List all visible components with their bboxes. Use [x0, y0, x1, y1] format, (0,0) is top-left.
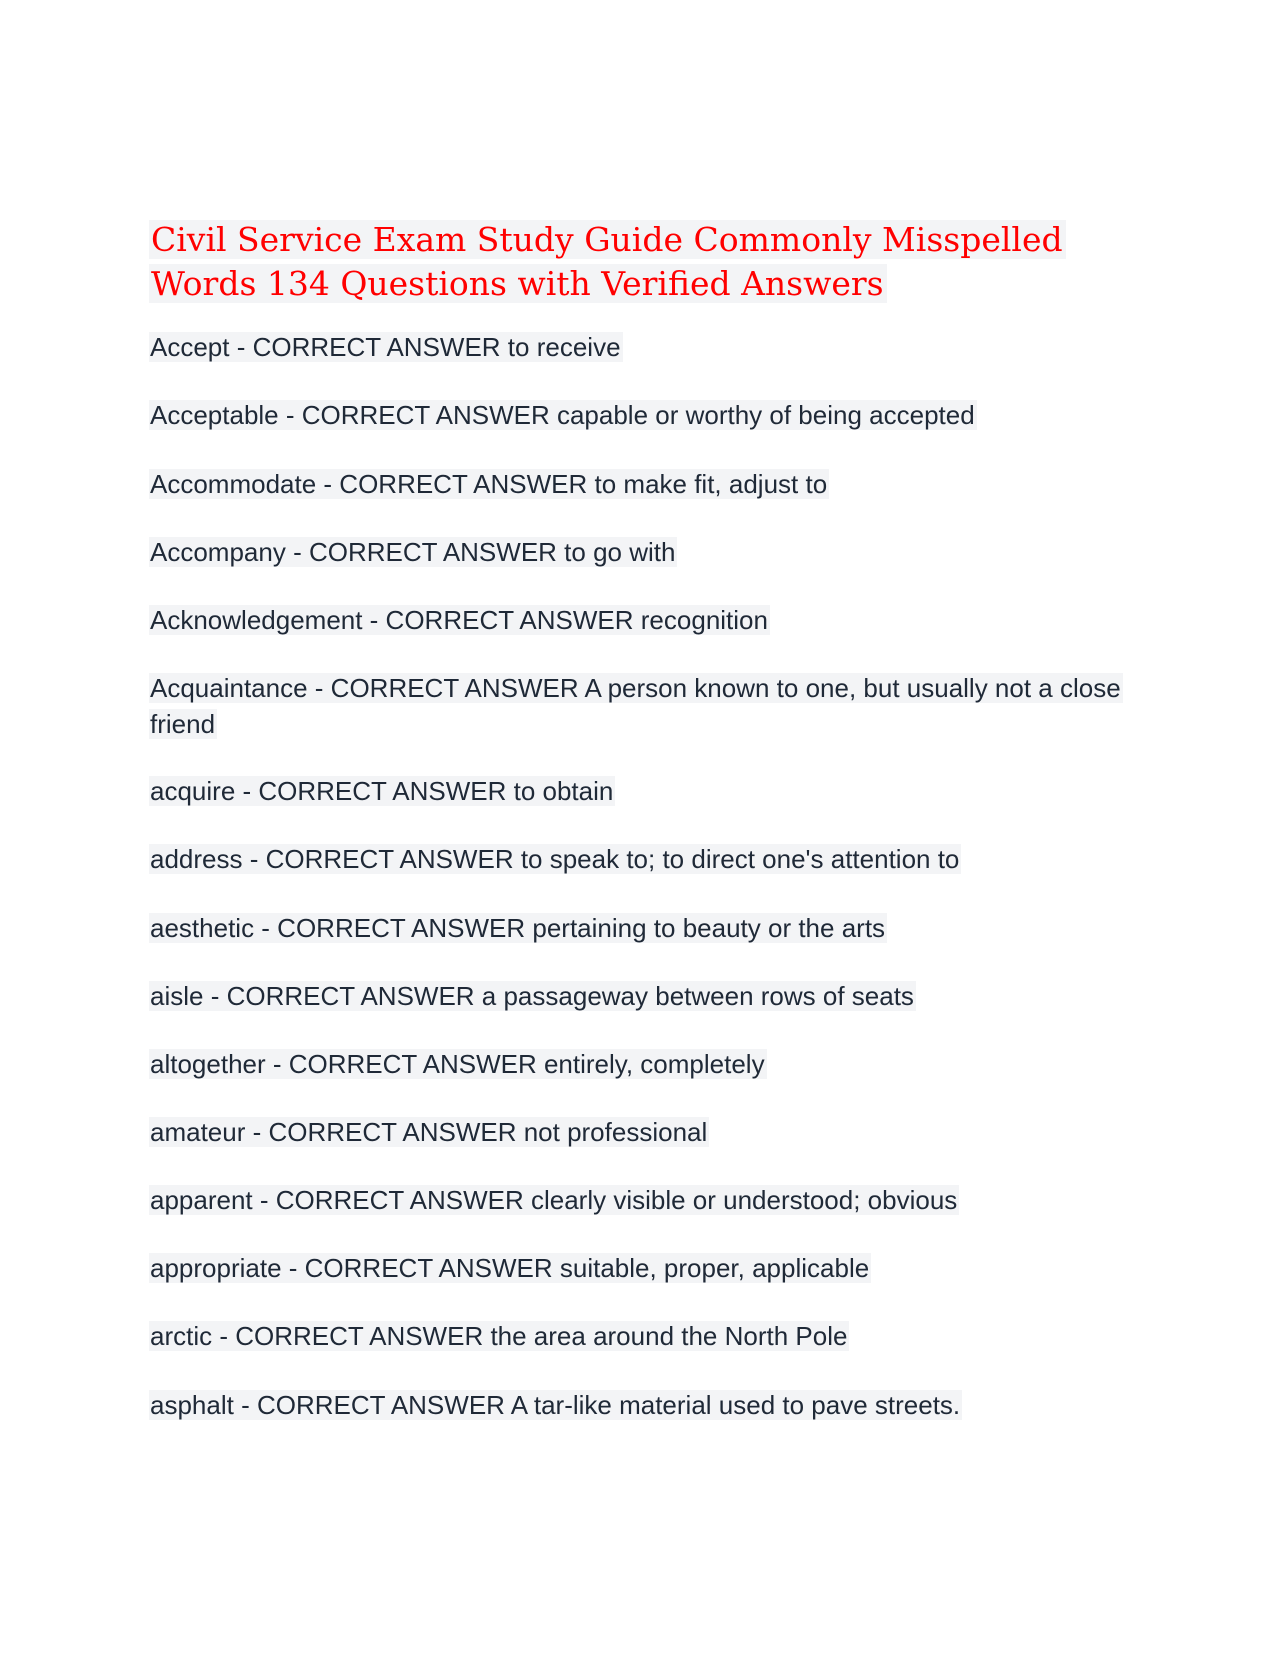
entry-text: amateur - CORRECT ANSWER not professional [150, 1117, 708, 1147]
entry-text: arctic - CORRECT ANSWER the area around the North Pole [150, 1321, 848, 1351]
entry-text: aesthetic - CORRECT ANSWER pertaining to beauty or the arts [150, 913, 886, 943]
entry-text: aisle - CORRECT ANSWER a passageway between rows of seats [150, 981, 914, 1011]
entry-item [149, 534, 1139, 570]
entry-item [149, 1182, 1139, 1218]
document-title [149, 218, 1139, 306]
entry-text: Accommodate - CORRECT ANSWER to make fit, adjust to [150, 469, 828, 499]
entry-text: acquire - CORRECT ANSWER to obtain [150, 776, 614, 806]
entry-item [149, 910, 1139, 946]
entry-item [149, 1250, 1139, 1286]
entry-item [149, 1046, 1139, 1082]
entry-item [149, 1114, 1139, 1150]
entry-item [149, 1318, 1139, 1354]
entry-text: Acquaintance - CORRECT ANSWER A person known to one, but usually not a close friend [150, 673, 1121, 739]
entry-text: Accept - CORRECT ANSWER to receive [150, 332, 621, 362]
entry-item [149, 841, 1139, 877]
entry-text: asphalt - CORRECT ANSWER A tar-like material used to pave streets. [150, 1390, 961, 1420]
entry-text: Acknowledgement - CORRECT ANSWER recognition [150, 605, 768, 635]
entry-item [149, 466, 1139, 502]
entry-text: address - CORRECT ANSWER to speak to; to direct one's attention to [150, 844, 960, 874]
entry-item [149, 978, 1139, 1014]
entry-item [149, 670, 1139, 742]
entry-text: apparent - CORRECT ANSWER clearly visible or understood; obvious [150, 1185, 958, 1215]
entry-item [149, 397, 1139, 433]
entry-text: appropriate - CORRECT ANSWER suitable, proper, applicable [150, 1253, 870, 1283]
entry-item [149, 773, 1139, 809]
document-title-text: Civil Service Exam Study Guide Commonly Misspelled Words 134 Questions with Verified Answers [149, 220, 1066, 303]
entry-item [149, 329, 1139, 365]
entry-item [149, 1387, 1139, 1423]
entry-text: Accompany - CORRECT ANSWER to go with [150, 537, 676, 567]
entry-text: altogether - CORRECT ANSWER entirely, completely [150, 1049, 765, 1079]
entry-text: Acceptable - CORRECT ANSWER capable or worthy of being accepted [150, 400, 975, 430]
entry-item [149, 602, 1139, 638]
